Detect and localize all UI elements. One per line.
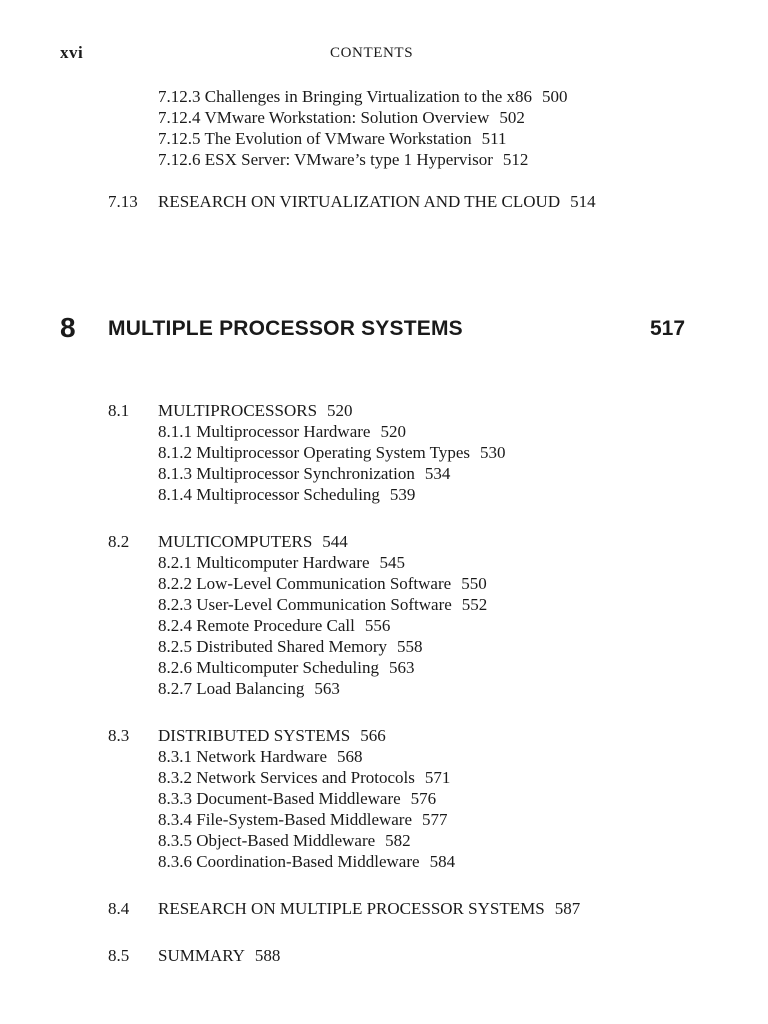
toc-section-number: 8.5: [108, 946, 130, 965]
toc-subsection-text: 8.3.1 Network Hardware: [158, 747, 327, 766]
toc-section-title: MULTICOMPUTERS: [158, 532, 313, 551]
toc-subsection-7-12-3: [158, 86, 568, 107]
chapter-number: 8: [60, 312, 76, 343]
toc-subsection-8-2-1: [158, 552, 405, 573]
toc-subsection-text: 8.3.2 Network Services and Protocols: [158, 768, 415, 787]
toc-page-number: 563: [314, 679, 340, 698]
toc-subsection-8-2-7: [158, 678, 340, 699]
toc-page-number: 512: [502, 150, 529, 169]
toc-page-number: 576: [410, 789, 437, 808]
toc-page-number: 577: [422, 810, 448, 829]
toc-subsection-text: 8.2.1 Multicomputer Hardware: [158, 553, 370, 572]
toc-subsection-text: 8.3.5 Object-Based Middleware: [158, 831, 376, 850]
toc-page-number: 514: [570, 192, 596, 211]
toc-section-number: 8.1: [108, 401, 130, 420]
toc-subsection-7-12-4: [158, 107, 525, 128]
toc-page-number: 568: [337, 747, 363, 766]
toc-page-number: 544: [322, 532, 348, 551]
toc-subsection-text: 8.3.6 Coordination-Based Middleware: [158, 852, 420, 871]
toc-subsection-text: 7.12.5 The Evolution of VMware Workstation: [158, 129, 472, 148]
toc-subsection-8-2-6: [158, 657, 414, 678]
toc-subsection-text: 8.2.5 Distributed Shared Memory: [158, 637, 387, 656]
toc-subsection-text: 8.3.4 File-System-Based Middleware: [158, 810, 413, 829]
toc-page-number: 545: [379, 553, 405, 572]
toc-subsection-8-3-1: [158, 746, 363, 767]
toc-subsection-text: 8.2.4 Remote Procedure Call: [158, 616, 355, 635]
toc-subsection-text: 8.1.2 Multiprocessor Operating System Types: [158, 443, 471, 462]
toc-subsection-8-3-4: [158, 809, 448, 830]
toc-subsection-text: 8.1.1 Multiprocessor Hardware: [158, 422, 371, 441]
toc-section-number: 8.3: [108, 726, 130, 745]
toc-subsection-8-2-3: [158, 594, 487, 615]
toc-page-number: 558: [397, 637, 423, 656]
toc-section-number: 8.4: [108, 899, 130, 918]
toc-subsection-8-3-6: [158, 851, 455, 872]
toc-page-number: 584: [429, 852, 456, 871]
toc-subsection-8-1-2: [158, 442, 506, 463]
toc-page-number: 582: [385, 831, 411, 850]
toc-subsection-8-1-3: [158, 463, 450, 484]
toc-page-number: 571: [424, 768, 451, 787]
toc-subsection-text: 8.1.4 Multiprocessor Scheduling: [158, 485, 380, 504]
toc-subsection-text: 8.3.3 Document-Based Middleware: [158, 789, 401, 808]
toc-subsection-8-2-4: [158, 615, 390, 636]
toc-section-title: DISTRIBUTED SYSTEMS: [158, 726, 351, 745]
page-number: xvi: [60, 43, 84, 62]
toc-page-number: 588: [254, 946, 281, 965]
toc-section-title: SUMMARY: [158, 946, 245, 965]
toc-subsection-text: 7.12.3 Challenges in Bringing Virtualization to the x86: [158, 87, 533, 106]
chapter-title: MULTIPLE PROCESSOR SYSTEMS: [108, 317, 463, 340]
toc-page-number: 550: [461, 574, 487, 593]
toc-subsection-8-3-5: [158, 830, 411, 851]
toc-page-number: 587: [554, 899, 581, 918]
toc-subsection-text: 7.12.4 VMware Workstation: Solution Overview: [158, 108, 490, 127]
toc-page-number: 520: [327, 401, 353, 420]
toc-page-number: 534: [424, 464, 451, 483]
toc-section-number: 8.2: [108, 532, 130, 551]
toc-page-number: 552: [461, 595, 488, 614]
toc-section-title: RESEARCH ON VIRTUALIZATION AND THE CLOUD: [158, 192, 561, 211]
toc-page-number: 556: [364, 616, 391, 635]
toc-subsection-8-2-2: [158, 573, 487, 594]
toc-subsection-8-3-2: [158, 767, 450, 788]
toc-page-number: 520: [380, 422, 406, 441]
toc-subsection-text: 8.2.6 Multicomputer Scheduling: [158, 658, 379, 677]
running-head: CONTENTS: [330, 45, 414, 61]
toc-subsection-8-1-4: [158, 484, 415, 505]
toc-page-number: 502: [499, 108, 525, 127]
toc-subsection-7-12-6: [158, 149, 528, 170]
toc-page-number: 563: [388, 658, 415, 677]
toc-subsection-8-3-3: [158, 788, 436, 809]
toc-subsection-text: 8.2.2 Low-Level Communication Software: [158, 574, 452, 593]
toc-subsection-text: 7.12.6 ESX Server: VMware’s type 1 Hypervisor: [158, 150, 493, 169]
toc-subsection-8-1-1: [158, 421, 406, 442]
toc-page-number: 530: [480, 443, 506, 462]
toc-subsection-7-12-5: [158, 128, 506, 149]
toc-page-number: 500: [542, 87, 568, 106]
toc-page-number: 539: [389, 485, 416, 504]
toc-subsection-text: 8.2.3 User-Level Communication Software: [158, 595, 452, 614]
toc-section-title: RESEARCH ON MULTIPLE PROCESSOR SYSTEMS: [158, 899, 545, 918]
toc-subsection-8-2-5: [158, 636, 423, 657]
toc-section-number: 7.13: [108, 192, 138, 211]
toc-subsection-text: 8.1.3 Multiprocessor Synchronization: [158, 464, 415, 483]
chapter-page-number: 517: [650, 317, 686, 340]
toc-page-number: 566: [360, 726, 386, 745]
toc-page-number: 511: [481, 129, 507, 148]
toc-section-title: MULTIPROCESSORS: [158, 401, 318, 420]
toc-subsection-text: 8.2.7 Load Balancing: [158, 679, 305, 698]
